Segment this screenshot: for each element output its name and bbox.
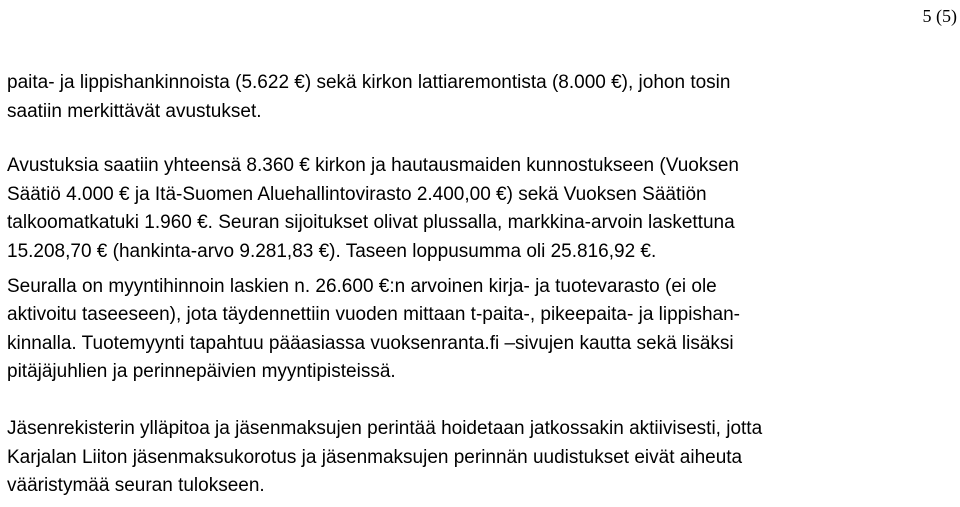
paragraph-inventory bbox=[7, 273, 952, 387]
page-number: 5 (5) bbox=[922, 6, 957, 26]
text-line: Jäsenrekisterin ylläpitoa ja jäsenmaksujen perintää hoidetaan jatkossakin aktiivisesti, jotta bbox=[7, 417, 763, 439]
text-line: Avustuksia saatiin yhteensä 8.360 € kirkon ja hautausmaiden kunnostukseen (Vuoksen bbox=[7, 155, 739, 177]
text-line: kinnalla. Tuotemyynti tapahtuu pääasiassa vuoksenranta.fi –sivujen kautta sekä lisäksi bbox=[7, 332, 734, 354]
text-line: saatiin merkittävät avustukset. bbox=[7, 100, 262, 122]
text-line: 15.208,70 € (hankinta-arvo 9.281,83 €). Taseen loppusumma oli 25.816,92 €. bbox=[7, 240, 657, 262]
text-line: Säätiö 4.000 € ja Itä-Suomen Aluehallintovirasto 2.400,00 €) sekä Vuoksen Säätiön bbox=[7, 183, 707, 205]
document-body bbox=[7, 69, 952, 501]
text-line: talkoomatkatuki 1.960 €. Seuran sijoitukset olivat plussalla, markkina-arvoin laskettuna bbox=[7, 212, 735, 234]
text-line: pitäjäjuhlien ja perinnepäivien myyntipisteissä. bbox=[7, 361, 396, 383]
paragraph-membership bbox=[7, 415, 952, 501]
paragraph-grants bbox=[7, 152, 952, 266]
paragraph-expenses bbox=[7, 69, 952, 126]
text-line: paita- ja lippishankinnoista (5.622 €) sekä kirkon lattiaremontista (8.000 €), johon tosin bbox=[7, 72, 731, 93]
text-line: aktivoitu taseeseen), jota täydennettiin vuoden mittaan t-paita-, pikeepaita- ja lippishan- bbox=[7, 304, 740, 326]
text-line: Seuralla on myyntihinnoin laskien n. 26.600 €:n arvoinen kirja- ja tuotevarasto (ei ole bbox=[7, 275, 717, 297]
text-line: vääristymää seuran tulokseen. bbox=[7, 475, 265, 497]
text-line: Karjalan Liiton jäsenmaksukorotus ja jäsenmaksujen perinnän uudistukset eivät aiheuta bbox=[7, 446, 743, 468]
